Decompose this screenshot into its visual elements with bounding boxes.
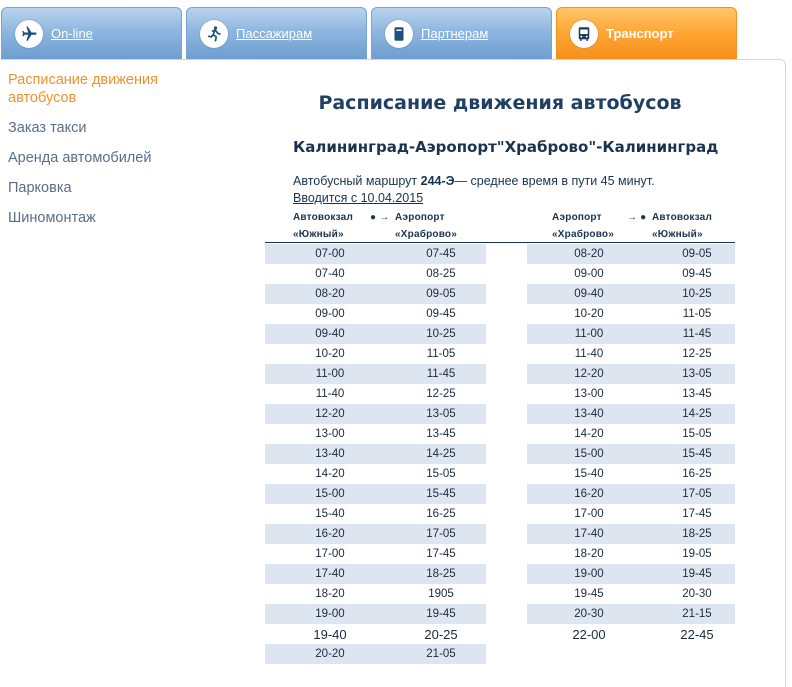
table-row <box>527 604 735 624</box>
departure-time: 11-00 <box>574 328 604 340</box>
table-row <box>265 344 486 364</box>
sidebar-item-bus-schedule[interactable] <box>8 71 208 107</box>
departure-time: 15-40 <box>574 468 604 480</box>
sidebar-item-parking[interactable] <box>8 179 208 197</box>
arrival-time: 17-05 <box>426 528 456 540</box>
running-man-icon <box>200 20 228 48</box>
departure-time: 07-00 <box>315 248 345 260</box>
route-number: 244-Э <box>420 174 455 188</box>
arrival-time: 15-45 <box>682 448 712 460</box>
tab-label: Партнерам <box>421 26 489 41</box>
route-title: Калининград-Аэропорт"Храброво"-Калининград <box>293 138 719 156</box>
tab-passengers[interactable] <box>186 7 367 59</box>
table-row <box>527 404 735 424</box>
departure-time: 18-20 <box>574 548 604 560</box>
departure-time: 13-00 <box>315 428 345 440</box>
table-row <box>527 304 735 324</box>
departure-time: 16-20 <box>315 528 345 540</box>
departure-time: 12-20 <box>315 408 345 420</box>
arrival-time: 15-45 <box>426 488 456 500</box>
departure-time: 15-00 <box>574 448 604 460</box>
table-row <box>527 324 735 344</box>
sidebar-item-label: Расписание движения <box>8 72 158 88</box>
departure-time: 11-00 <box>315 368 345 380</box>
table-row <box>265 384 486 404</box>
left-direction-arrow: ● → <box>370 212 390 223</box>
departure-time: 16-20 <box>574 488 604 500</box>
arrival-time: 14-25 <box>682 408 712 420</box>
tab-label: Пассажирам <box>236 26 313 41</box>
arrival-time: 15-05 <box>682 428 712 440</box>
table-row <box>527 524 735 544</box>
arrival-time: 12-25 <box>682 348 712 360</box>
departure-time: 17-40 <box>315 568 345 580</box>
arrival-time: 1905 <box>428 588 454 600</box>
airplane-icon <box>15 20 43 48</box>
bus-icon <box>570 20 598 48</box>
header-line: Автовокзал <box>293 212 353 223</box>
table-row <box>265 404 486 424</box>
departure-time: 13-40 <box>315 448 345 460</box>
right-to-header <box>652 209 712 243</box>
departure-time: 14-20 <box>315 468 345 480</box>
departure-time: 13-00 <box>574 388 604 400</box>
departure-time: 19-45 <box>574 588 604 600</box>
arrival-time: 19-45 <box>426 608 456 620</box>
header-line: Аэропорт <box>395 212 445 223</box>
departure-time: 17-00 <box>574 508 604 520</box>
table-row <box>265 284 486 304</box>
departure-time: 15-00 <box>315 488 345 500</box>
departure-time: 11-40 <box>574 348 604 360</box>
arrival-time: 07-45 <box>426 248 456 260</box>
departure-time: 07-40 <box>315 268 345 280</box>
table-row <box>265 424 486 444</box>
departure-time: 13-40 <box>574 408 604 420</box>
table-row <box>265 624 486 644</box>
header-line: «Южный» <box>652 229 703 240</box>
table-row <box>265 484 486 504</box>
departure-time: 22-00 <box>572 626 606 642</box>
arrival-time: 18-25 <box>682 528 712 540</box>
departure-time: 10-20 <box>574 308 604 320</box>
tab-online[interactable] <box>1 7 182 59</box>
arrival-time: 18-25 <box>426 568 456 580</box>
arrival-time: 13-45 <box>426 428 456 440</box>
arrival-time: 11-05 <box>682 308 712 320</box>
table-row <box>265 524 486 544</box>
departure-time: 09-40 <box>315 328 345 340</box>
table-row <box>265 324 486 344</box>
tab-transport[interactable] <box>556 7 737 59</box>
table-row <box>527 504 735 524</box>
arrival-time: 19-05 <box>682 548 712 560</box>
table-row <box>527 384 735 404</box>
arrival-time: 17-45 <box>682 508 712 520</box>
arrival-time: 10-25 <box>426 328 456 340</box>
table-row <box>265 544 486 564</box>
departure-time: 09-00 <box>315 308 345 320</box>
departure-time: 11-40 <box>315 388 345 400</box>
arrival-time: 17-05 <box>682 488 712 500</box>
departure-time: 15-40 <box>315 508 345 520</box>
departure-time: 17-00 <box>315 548 345 560</box>
arrival-time: 22-45 <box>680 626 714 642</box>
arrival-time: 20-30 <box>682 588 712 600</box>
table-row <box>265 604 486 624</box>
table-row <box>527 584 735 604</box>
table-row <box>527 444 735 464</box>
sidebar-menu <box>8 71 208 239</box>
arrival-time: 11-45 <box>682 328 712 340</box>
page-title: Расписание движения автобусов <box>318 92 682 114</box>
table-row <box>527 264 735 284</box>
table-row <box>265 264 486 284</box>
arrival-time: 11-05 <box>426 348 456 360</box>
arrival-time: 08-25 <box>426 268 456 280</box>
table-row <box>527 364 735 384</box>
table-row <box>265 644 486 664</box>
tab-label: On-line <box>51 26 93 41</box>
route-desc-prefix: Автобусный маршрут <box>293 174 421 188</box>
header-divider <box>265 242 735 243</box>
table-row <box>265 584 486 604</box>
route-description <box>293 174 655 188</box>
table-row <box>527 244 735 264</box>
departure-time: 08-20 <box>574 248 604 260</box>
table-row <box>527 424 735 444</box>
departure-time: 19-00 <box>574 568 604 580</box>
valid-from-link[interactable]: Вводится с 10.04.2015 <box>293 191 424 205</box>
sidebar-item-tire-service[interactable] <box>8 209 208 227</box>
arrival-time: 21-15 <box>682 608 712 620</box>
table-row <box>527 544 735 564</box>
departure-time: 17-40 <box>574 528 604 540</box>
arrival-time: 19-45 <box>682 568 712 580</box>
tab-partners[interactable] <box>371 7 552 59</box>
departure-time: 19-40 <box>313 626 347 642</box>
departure-time: 18-20 <box>315 588 345 600</box>
arrival-time: 09-05 <box>682 248 712 260</box>
arrival-time: 21-05 <box>426 648 456 660</box>
sidebar-item-label: Парковка <box>8 180 72 196</box>
departure-time: 19-00 <box>315 608 345 620</box>
sidebar-item-label: Аренда автомобилей <box>8 150 152 166</box>
top-navigation-tabs <box>0 0 792 60</box>
arrival-time: 09-05 <box>426 288 456 300</box>
arrival-time: 13-45 <box>682 388 712 400</box>
arrival-time: 15-05 <box>426 468 456 480</box>
arrival-time: 09-45 <box>682 268 712 280</box>
departure-time: 12-20 <box>574 368 604 380</box>
right-from-header <box>552 209 614 243</box>
arrival-time: 12-25 <box>426 388 456 400</box>
arrival-time: 11-45 <box>426 368 456 380</box>
departure-time: 10-20 <box>315 348 345 360</box>
arrival-time: 16-25 <box>426 508 456 520</box>
arrival-time: 10-25 <box>682 288 712 300</box>
route-desc-suffix: — среднее время в пути 45 минут. <box>454 174 655 188</box>
departure-time: 14-20 <box>574 428 604 440</box>
book-icon <box>385 20 413 48</box>
table-row <box>527 564 735 584</box>
arrival-time: 09-45 <box>426 308 456 320</box>
table-row <box>265 304 486 324</box>
sidebar-item-label: Шиномонтаж <box>8 210 96 226</box>
table-row <box>527 624 735 644</box>
table-row <box>265 564 486 584</box>
header-line: «Южный» <box>293 229 344 240</box>
left-from-header <box>293 209 353 243</box>
arrival-time: 20-25 <box>424 626 458 642</box>
arrival-time: 13-05 <box>426 408 456 420</box>
table-row <box>527 464 735 484</box>
header-line: «Храброво» <box>552 229 614 240</box>
schedule-table-left <box>265 244 486 664</box>
departure-time: 08-20 <box>315 288 345 300</box>
departure-time: 20-30 <box>574 608 604 620</box>
right-direction-arrow: → ● <box>627 212 647 223</box>
table-row <box>265 364 486 384</box>
left-to-header <box>395 209 457 243</box>
table-row <box>265 244 486 264</box>
table-row <box>527 344 735 364</box>
arrival-time: 16-25 <box>682 468 712 480</box>
table-row <box>265 504 486 524</box>
sidebar-item-car-rental[interactable] <box>8 149 208 167</box>
arrival-time: 13-05 <box>682 368 712 380</box>
table-row <box>265 464 486 484</box>
departure-time: 20-20 <box>315 648 345 660</box>
table-row <box>265 444 486 464</box>
header-line: Автовокзал <box>652 212 712 223</box>
departure-time: 09-00 <box>574 268 604 280</box>
header-line: «Храброво» <box>395 229 457 240</box>
header-line: Аэропорт <box>552 212 602 223</box>
sidebar-item-label: Заказ такси <box>8 120 87 136</box>
table-row <box>527 484 735 504</box>
schedule-table-right <box>527 244 735 644</box>
tab-label: Транспорт <box>606 26 674 41</box>
sidebar-item-taxi[interactable] <box>8 119 208 137</box>
departure-time: 09-40 <box>574 288 604 300</box>
arrival-time: 14-25 <box>426 448 456 460</box>
table-row <box>527 284 735 304</box>
arrival-time: 17-45 <box>426 548 456 560</box>
sidebar-item-label: автобусов <box>8 90 77 106</box>
